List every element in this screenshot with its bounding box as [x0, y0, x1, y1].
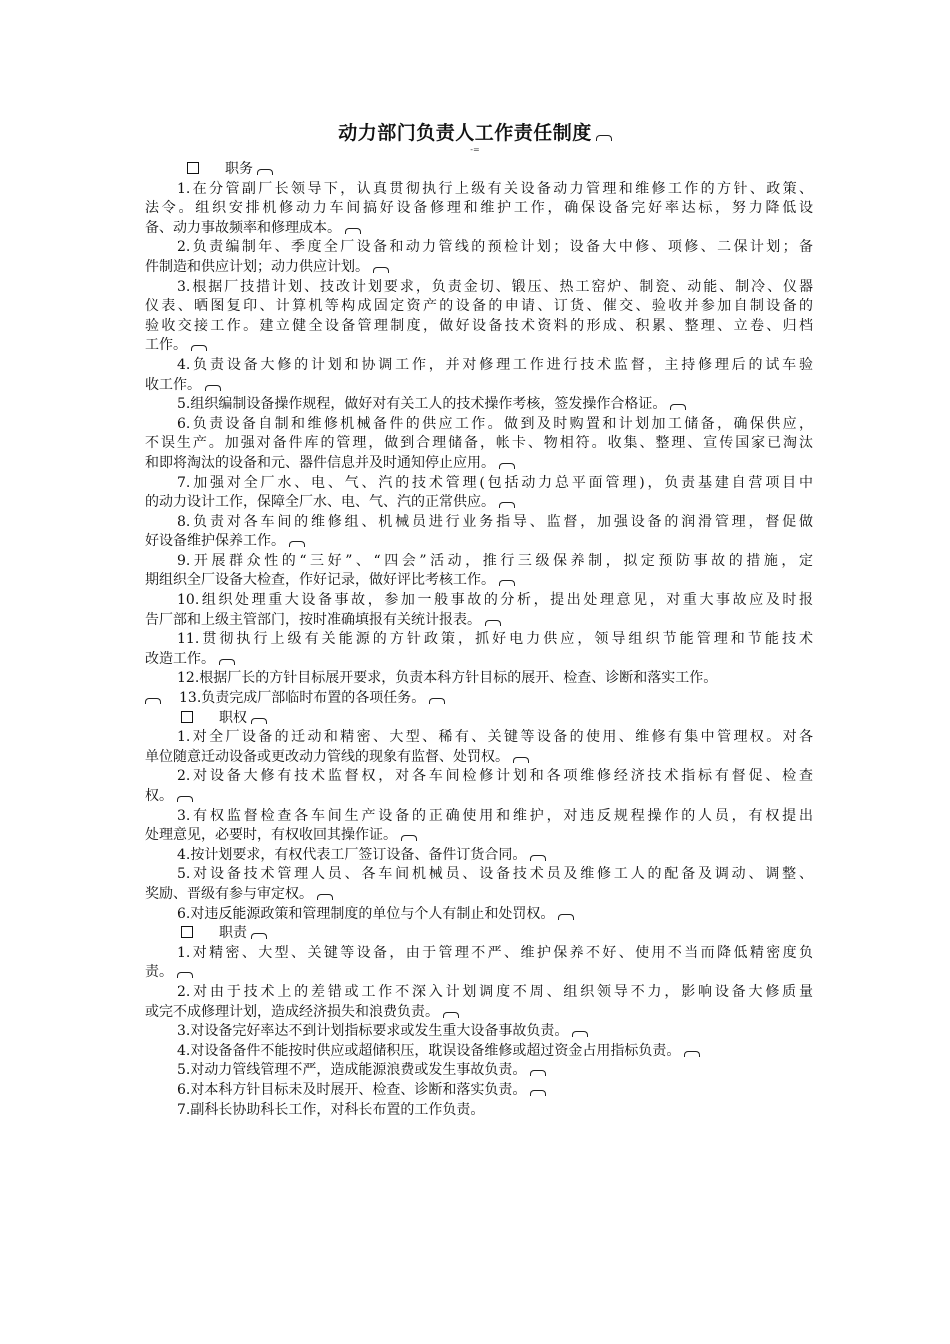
text-line: 5.对设备技术管理人员、各车间机械员、设备技术员及维修工人的配备及调动、调整、 [177, 866, 813, 883]
text-line: 11.贯彻执行上级有关能源的方针政策，抓好电力供应，领导组织节能管理和节能技术 [177, 631, 813, 648]
text-line: 好设备维护保养工作。 [145, 532, 813, 552]
text-line: 仪表、晒图复印、计算机等构成固定资产的设备的申请、订货、催交、验收并参加自制设备的 [145, 298, 813, 315]
paragraph-mark-icon [530, 1090, 546, 1096]
document-title: 动力部门负责人工作责任制度 [0, 118, 950, 145]
text-line: 或完不成修理计划，造成经济损失和浪费负责。 [145, 1003, 813, 1023]
paragraph-mark-icon [177, 796, 193, 802]
document-body [145, 160, 813, 1120]
text-line: 1.对全厂设备的迁动和精密、大型、稀有、关键等设备的使用、维修有集中管理权。对各 [177, 729, 813, 746]
text-line: 责。 [145, 963, 813, 983]
paragraph-mark-icon [373, 267, 389, 273]
text-line: 3.有权监督检查各车间生产设备的正确使用和维护，对违反规程操作的人员，有权提出 [177, 807, 813, 824]
text-line: 单位随意迁动设备或更改动力管线的现象有监督、处罚权。 [145, 748, 813, 768]
text-line: 8.负责对各车间的维修组、机械员进行业务指导、监督，加强设备的润滑管理，督促做 [177, 513, 813, 530]
text-line: 6.对本科方针目标未及时展开、检查、诊断和落实负责。 [145, 1081, 813, 1101]
text-line: 3.对设备完好率达不到计划指标要求或发生重大设备事故负责。 [145, 1022, 813, 1042]
checkbox-icon [181, 926, 193, 938]
section-duties [145, 180, 813, 709]
text-line: 告厂部和上级主管部门，按时准确填报有关统计报表。 [145, 611, 813, 631]
text-line: 验收交接工作。建立健全设备管理制度，做好设备技术资料的形成、积累、整理、立卷、归档 [145, 317, 813, 334]
paragraph-mark-icon [499, 502, 515, 508]
document-subtitle: -= [470, 145, 480, 154]
paragraph-mark-icon [257, 169, 273, 175]
paragraph-mark-icon [219, 659, 235, 665]
paragraph-mark-icon [289, 541, 305, 547]
text-line: 1.在分管副厂长领导下，认真贯彻执行上级有关设备动力管理和维修工作的方针、政策、 [177, 180, 813, 197]
paragraph-mark-icon [670, 404, 686, 410]
text-line: 6.对违反能源政策和管理制度的单位与个人有制止和处罚权。 [145, 905, 813, 925]
text-line: 的动力设计工作，保障全厂水、电、气、汽的正常供应。 [145, 493, 813, 513]
paragraph-mark-icon [317, 894, 333, 900]
section-heading-duties: 职务 [145, 160, 813, 180]
text-line: 不误生产。加强对备件库的管理，做到合理储备，帐卡、物相符。收集、整理、宣传国家已淘汰 [145, 435, 813, 452]
text-line: 4.负责设备大修的计划和协调工作，并对修理工作进行技术监督，主持修理后的试车验 [177, 356, 813, 373]
paragraph-mark-icon [684, 1051, 700, 1057]
paragraph-mark-icon [401, 835, 417, 841]
paragraph-mark-icon [205, 385, 221, 391]
text-line: 1.对精密、大型、关键等设备，由于管理不严、维护保养不好、使用不当而降低精密度负 [177, 944, 813, 961]
paragraph-mark-icon [530, 855, 546, 861]
text-line: 和即将淘汰的设备和元、器件信息并及时通知停止应用。 [145, 454, 813, 474]
text-line: 2.对由于技术上的差错或工作不深入计划调度不周、组织领导不力，影响设备大修质量 [177, 983, 813, 1000]
paragraph-mark-icon [145, 698, 161, 704]
checkbox-icon [181, 711, 193, 723]
text-line: 10.组织处理重大设备事故，参加一般事故的分析，提出处理意见，对重大事故应及时报 [177, 592, 813, 609]
paragraph-mark-icon [530, 1070, 546, 1076]
text-line: 12.根据厂长的方针目标展开要求，负责本科方针目标的展开、检查、诊断和落实工作。 [177, 670, 718, 687]
text-line: 7.加强对全厂水、电、气、汽的技术管理(包括动力总平面管理)，负责基建自营项目中 [177, 474, 813, 491]
text-line: 6.负责设备自制和维修机械备件的供应工作。做到及时购置和计划加工储备，确保供应， [177, 415, 813, 432]
text-line: 2.负责编制年、季度全厂设备和动力管线的预检计划；设备大中修、项修、二保计划；备 [177, 239, 813, 256]
text-line: 件制造和供应计划；动力供应计划。 [145, 258, 813, 278]
text-line: 期组织全厂设备大检查，作好记录，做好评比考核工作。 [145, 571, 813, 591]
text-line: 改造工作。 [145, 650, 813, 670]
paragraph-mark-icon [499, 580, 515, 586]
checkbox-icon [187, 162, 199, 174]
text-line: 13.负责完成厂部临时布置的各项任务。 [145, 689, 813, 709]
paragraph-mark-icon [485, 620, 501, 626]
paragraph-mark-icon [596, 135, 612, 141]
text-line: 工作。 [145, 336, 813, 356]
text-line: 收工作。 [145, 376, 813, 396]
paragraph-mark-icon [499, 463, 515, 469]
paragraph-mark-icon [251, 718, 267, 724]
section-responsibilities [145, 944, 813, 1120]
text-line: 7.副科长协助科长工作，对科长布置的工作负责。 [177, 1101, 485, 1118]
section-powers [145, 728, 813, 924]
paragraph-mark-icon [251, 933, 267, 939]
text-line: 5.对动力管线管理不严，造成能源浪费或发生事故负责。 [145, 1061, 813, 1081]
text-line: 4.按计划要求，有权代表工厂签订设备、备件订货合同。 [145, 846, 813, 866]
text-line: 2.对设备大修有技术监督权，对各车间检修计划和各项维修经济技术指标有督促、检查 [177, 768, 813, 785]
paragraph-mark-icon [443, 1012, 459, 1018]
text-line: 权。 [145, 787, 813, 807]
section-heading-responsibilities: 职责 [145, 924, 813, 944]
paragraph-mark-icon [558, 914, 574, 920]
section-heading-powers: 职权 [145, 709, 813, 729]
text-line: 4.对设备备件不能按时供应或超储积压，耽误设备维修或超过资金占用指标负责。 [145, 1042, 813, 1062]
paragraph-mark-icon [513, 757, 529, 763]
text-line: 9.开展群众性的“三好”、“四会”活动，推行三级保养制，拟定预防事故的措施，定 [177, 552, 813, 569]
text-line: 奖励、晋级有参与审定权。 [145, 885, 813, 905]
paragraph-mark-icon [177, 972, 193, 978]
text-line: 法令。组织安排机修动力车间搞好设备修理和维护工作，确保设备完好率达标，努力降低设 [145, 200, 813, 217]
text-line: 处理意见，必要时，有权收回其操作证。 [145, 826, 813, 846]
text-line: 5.组织编制设备操作规程，做好对有关工人的技术操作考核，签发操作合格证。 [145, 395, 813, 415]
paragraph-mark-icon [429, 698, 445, 704]
text-line: 3.根据厂技措计划、技改计划要求，负责金切、锻压、热工窑炉、制瓷、动能、制冷、仪器 [177, 278, 813, 295]
paragraph-mark-icon [191, 345, 207, 351]
text-line: 备、动力事故频率和修理成本。 [145, 219, 813, 239]
paragraph-mark-icon [345, 228, 361, 234]
paragraph-mark-icon [572, 1031, 588, 1037]
